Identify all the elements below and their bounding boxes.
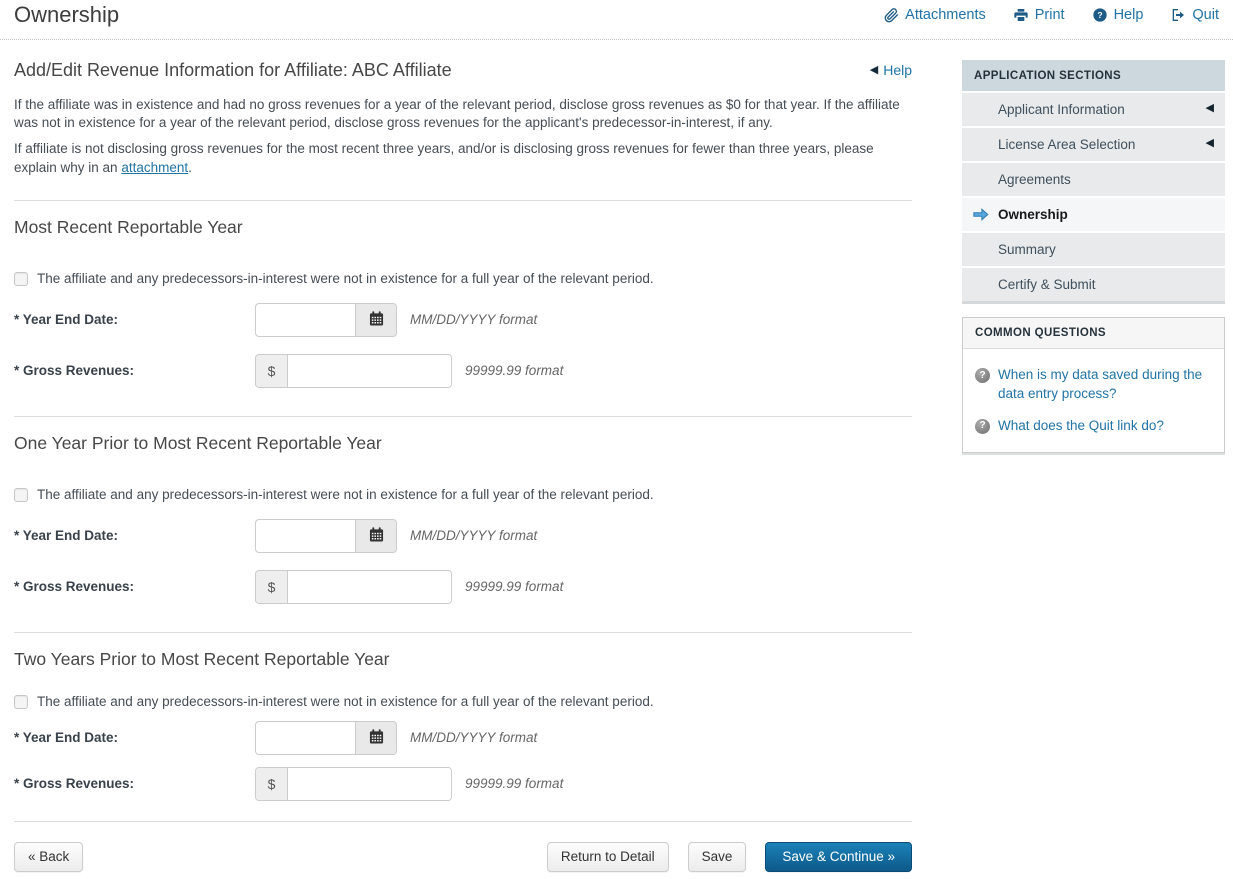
section-one-year-prior (14, 433, 912, 633)
attachment-link[interactable]: attachment (121, 159, 189, 175)
calendar-button[interactable] (355, 519, 397, 553)
main-content (14, 52, 912, 872)
calendar-button[interactable] (355, 303, 397, 337)
svg-text:?: ? (1096, 10, 1103, 20)
checkbox-label: The affiliate and any predecessors-in-interest were not in existence for a full year of the relevant period. (37, 693, 654, 709)
year-end-date-label: * Year End Date: (14, 528, 119, 544)
intro-paragraph-1: If the affiliate was in existence and had no gross revenues for a year of the relevant period, disclose gross revenues as $0 for that year. If the affiliate was not in existence for a year of the relevant period, disclose gross revenues for the applicant's predecessor-in-interest, if any. (14, 97, 900, 131)
year-end-date-input[interactable] (255, 519, 355, 553)
save-button[interactable]: Save (688, 842, 747, 872)
gross-revenues-label: * Gross Revenues: (14, 579, 135, 595)
sign-out-icon (1170, 7, 1186, 23)
section-divider (14, 416, 912, 417)
section-heading: Two Years Prior to Most Recent Reportable Year (14, 648, 390, 669)
save-and-continue-button[interactable]: Save & Continue » (765, 842, 912, 872)
section-help-link[interactable]: ◀ Help (869, 62, 912, 78)
sidebar (962, 60, 1225, 453)
attachments-link[interactable]: Attachments (884, 7, 986, 23)
gross-revenues-label: * Gross Revenues: (14, 776, 135, 792)
checkbox-label: The affiliate and any predecessors-in-interest were not in existence for a full year of the relevant period. (37, 270, 654, 286)
toolbar (884, 7, 1219, 23)
triangle-left-icon: ◀ (1205, 137, 1214, 149)
not-in-existence-checkbox[interactable] (14, 488, 28, 502)
question-circle-icon (1092, 7, 1108, 23)
year-end-date-input[interactable] (255, 303, 355, 337)
sidebar-item-ownership[interactable]: Ownership (962, 198, 1225, 231)
application-sections-panel (962, 60, 1225, 301)
calendar-button[interactable] (355, 721, 397, 755)
sidebar-item-license-area-selection[interactable]: License Area Selection ◀ (962, 128, 1225, 161)
year-end-date-label: * Year End Date: (14, 730, 119, 746)
section-divider (14, 632, 912, 633)
printer-icon (1013, 7, 1029, 23)
sidebar-item-agreements[interactable]: Agreements (962, 163, 1225, 196)
top-bar (0, 0, 1233, 40)
calendar-icon (369, 729, 384, 747)
dollar-sign-addon: $ (256, 768, 288, 800)
section-heading: One Year Prior to Most Recent Reportable Year (14, 432, 382, 453)
content-heading: Add/Edit Revenue Information for Affiliate: ABC Affiliate (14, 60, 452, 80)
calendar-icon (369, 311, 384, 329)
calendar-icon (369, 527, 384, 545)
revenue-format-hint: 99999.99 format (465, 579, 564, 595)
return-to-detail-button[interactable]: Return to Detail (547, 842, 669, 872)
section-two-years-prior (14, 649, 912, 822)
application-sections-title: APPLICATION SECTIONS (962, 60, 1225, 91)
page-title: Ownership (14, 2, 120, 27)
back-button[interactable]: « Back (14, 842, 83, 872)
triangle-left-icon: ◀ (869, 63, 879, 76)
revenue-format-hint: 99999.99 format (465, 776, 564, 792)
section-divider (14, 821, 912, 822)
section-most-recent-year (14, 217, 912, 417)
gross-revenues-input[interactable] (288, 355, 451, 387)
revenue-format-hint: 99999.99 format (465, 363, 564, 379)
print-link[interactable]: Print (1013, 7, 1065, 23)
paperclip-icon (884, 8, 899, 23)
gross-revenues-label: * Gross Revenues: (14, 363, 135, 379)
not-in-existence-checkbox[interactable] (14, 272, 28, 286)
sidebar-item-certify-submit[interactable]: Certify & Submit (962, 268, 1225, 301)
question-circle-icon: ? (975, 419, 990, 434)
gross-revenues-input[interactable] (288, 768, 451, 800)
help-link[interactable]: ? Help (1092, 7, 1144, 23)
intro-text (14, 96, 912, 177)
year-end-date-input[interactable] (255, 721, 355, 755)
common-question-link[interactable]: ? What does the Quit link do? (975, 417, 1212, 436)
sidebar-item-applicant-information[interactable]: Applicant Information ◀ (962, 93, 1225, 126)
quit-link[interactable]: Quit (1170, 7, 1219, 23)
not-in-existence-checkbox[interactable] (14, 695, 28, 709)
common-questions-title: COMMON QUESTIONS (963, 318, 1224, 349)
sidebar-item-summary[interactable]: Summary (962, 233, 1225, 266)
date-format-hint: MM/DD/YYYY format (410, 730, 538, 746)
common-question-link[interactable]: ? When is my data saved during the data entry process? (975, 366, 1212, 404)
footer-buttons (14, 842, 912, 872)
dollar-sign-addon: $ (256, 355, 288, 387)
question-circle-icon: ? (975, 368, 990, 383)
date-format-hint: MM/DD/YYYY format (410, 528, 538, 544)
common-questions-panel (962, 317, 1225, 453)
dollar-sign-addon: $ (256, 571, 288, 603)
section-divider (14, 200, 912, 201)
section-heading: Most Recent Reportable Year (14, 216, 243, 237)
triangle-left-icon: ◀ (1205, 102, 1214, 114)
checkbox-label: The affiliate and any predecessors-in-interest were not in existence for a full year of the relevant period. (37, 486, 654, 502)
gross-revenues-input[interactable] (288, 571, 451, 603)
current-section-arrow-icon (973, 208, 989, 224)
date-format-hint: MM/DD/YYYY format (410, 312, 538, 328)
intro-paragraph-2: If affiliate is not disclosing gross revenues for the most recent three years, and/or is disclosing gross revenues for fewer than three years, please explain why in an attachment. (14, 141, 874, 175)
year-end-date-label: * Year End Date: (14, 312, 119, 328)
